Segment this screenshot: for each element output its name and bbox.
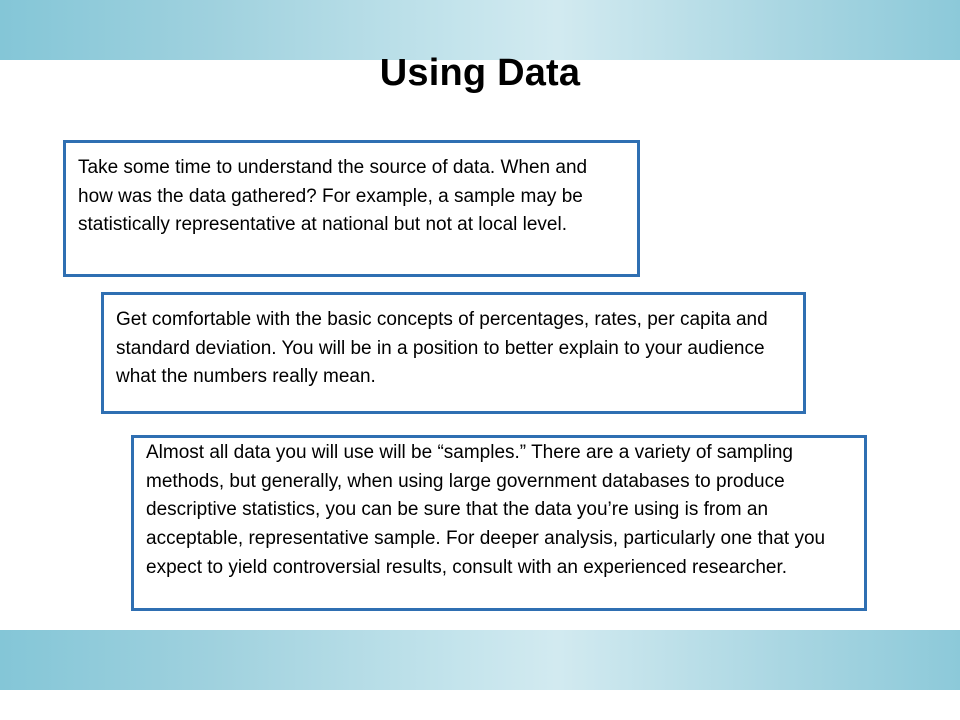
text-box-samples-text: Almost all data you will use will be “samples.” There are a variety of sampling methods, but generally, when using large government databases to produce descriptive statistics, you can be sure that the data you’re using is from an acceptable, representative sample. For deeper analysis, particularly one that you expect to yield controversial results, consult with an experienced researcher. xyxy=(146,442,826,578)
text-box-basic-concepts-text: Get comfortable with the basic concepts of percentages, rates, per capita and standard deviation. You will be in a position to better explain to your audience what the numbers really mean. xyxy=(116,309,768,388)
text-box-data-source xyxy=(63,140,640,277)
top-decorative-band xyxy=(0,0,960,60)
bottom-decorative-band xyxy=(0,630,960,690)
text-box-basic-concepts xyxy=(101,292,806,414)
slide-title: Using Data xyxy=(379,52,581,94)
text-box-samples xyxy=(131,435,867,611)
text-box-data-source-text: Take some time to understand the source of data. When and how was the data gathered? For example, a sample may be statistically representative at national but not at local level. xyxy=(78,157,588,236)
